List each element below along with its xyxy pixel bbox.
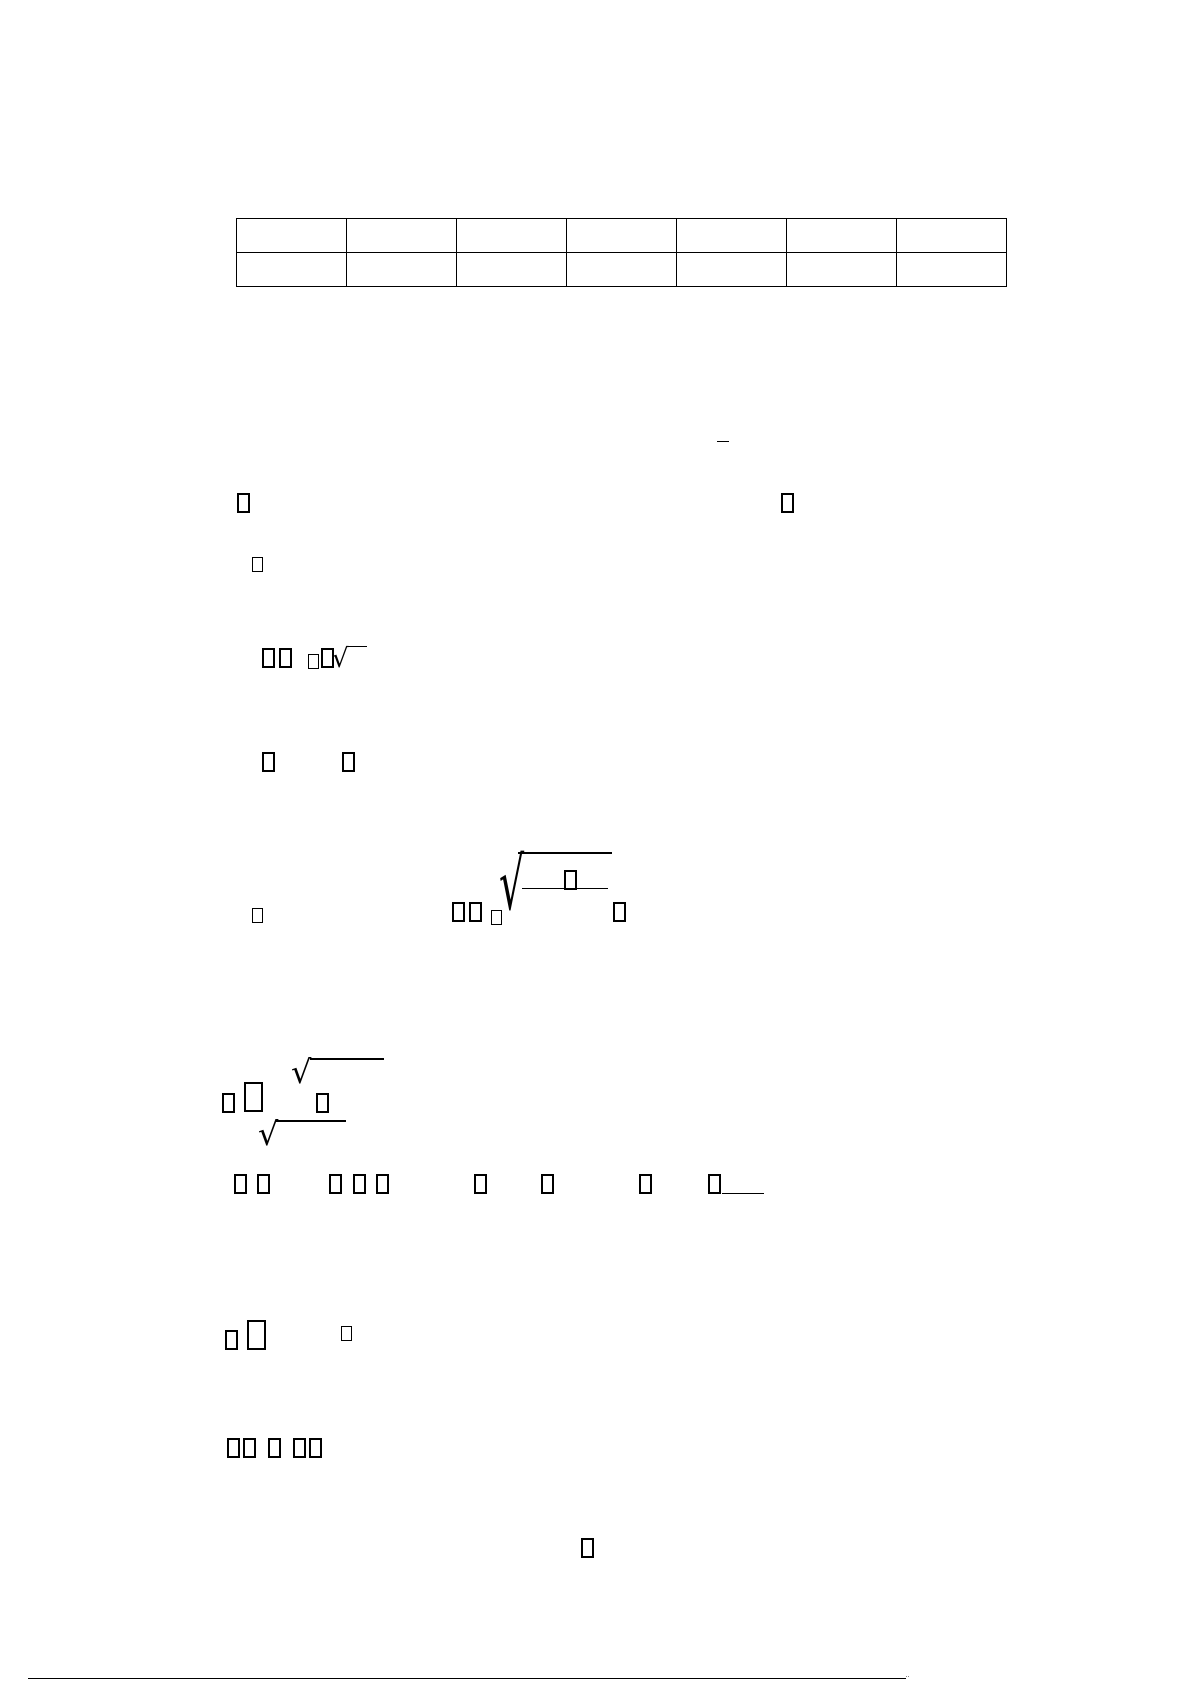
table-cell [787, 253, 897, 287]
radical-sign-icon: √ [258, 1115, 279, 1153]
missing-glyph-box [353, 1174, 366, 1194]
underline-mark [722, 1193, 764, 1194]
table-row [237, 253, 1007, 287]
missing-glyph-box [293, 1438, 306, 1458]
table-cell [457, 253, 567, 287]
missing-glyph-box [225, 1330, 238, 1350]
missing-glyph-box [564, 870, 577, 890]
data-table [236, 218, 1007, 287]
fraction-bar [522, 888, 608, 889]
radical-sign-icon: √ [291, 1053, 312, 1091]
missing-glyph-box [257, 1174, 270, 1194]
missing-glyph-box [541, 1174, 554, 1194]
radical-sign-icon: √ [332, 644, 349, 674]
table-cell [347, 219, 457, 253]
missing-glyph-box [234, 1174, 247, 1194]
table-cell [677, 253, 787, 287]
overline-mark [717, 441, 729, 442]
missing-glyph-box [308, 654, 319, 669]
missing-glyph-box [639, 1174, 652, 1194]
missing-glyph-box [781, 493, 794, 513]
table-cell [237, 253, 347, 287]
missing-glyph-box [279, 648, 292, 668]
missing-glyph-box [244, 1082, 263, 1112]
missing-glyph-box [222, 1093, 235, 1113]
table-cell [677, 219, 787, 253]
missing-glyph-box [581, 1538, 594, 1558]
table-cell [787, 219, 897, 253]
radical-sign-icon: √ [499, 842, 525, 926]
missing-glyph-box [452, 902, 465, 922]
missing-glyph-box [316, 1093, 329, 1113]
missing-glyph-box [252, 557, 263, 572]
missing-glyph-box [613, 902, 626, 922]
footer-rule [28, 1678, 906, 1679]
missing-glyph-box [474, 1174, 487, 1194]
missing-glyph-box [342, 752, 355, 772]
missing-glyph-box [227, 1438, 240, 1458]
missing-glyph-box [341, 1326, 352, 1341]
table-cell [457, 219, 567, 253]
table-cell [237, 219, 347, 253]
missing-glyph-box [262, 648, 275, 668]
missing-glyph-box [309, 1438, 322, 1458]
radical-bar [276, 1120, 346, 1122]
table-cell [567, 253, 677, 287]
table-row [237, 219, 1007, 253]
radical-bar [310, 1058, 384, 1060]
missing-glyph-box [268, 1438, 281, 1458]
missing-glyph-box [376, 1174, 389, 1194]
missing-glyph-box [252, 908, 263, 923]
missing-glyph-box [469, 902, 482, 922]
page-corner-mark [906, 1676, 909, 1680]
missing-glyph-box [247, 1320, 266, 1350]
missing-glyph-box [237, 493, 250, 513]
missing-glyph-box [262, 752, 275, 772]
table-cell [347, 253, 457, 287]
missing-glyph-box [243, 1438, 256, 1458]
missing-glyph-box [708, 1174, 721, 1194]
missing-glyph-box [329, 1174, 342, 1194]
radical-bar [348, 646, 367, 647]
table-cell [897, 219, 1007, 253]
table-cell [897, 253, 1007, 287]
table-cell [567, 219, 677, 253]
radical-bar [518, 852, 612, 854]
